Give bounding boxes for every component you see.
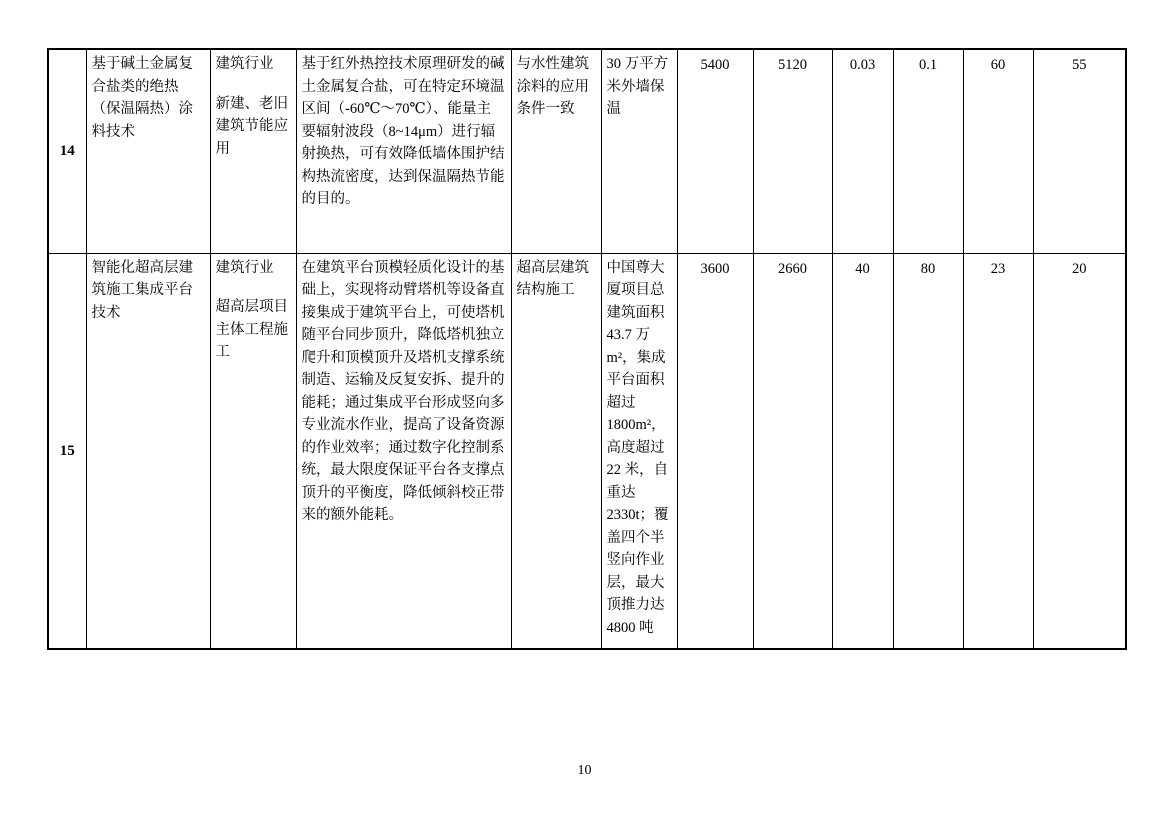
tech-name-cell: 智能化超高层建筑施工集成平台技术	[86, 253, 210, 649]
industry-scope: 超高层项目主体工程施工	[215, 299, 288, 360]
case-cell: 中国尊大厦项目总建筑面积 43.7 万m²，集成平台面积超过 1800m²，高度超过 22 米，自重达 2330t；覆盖四个半竖向作业层，最大顶推力达 4800 吨	[601, 253, 677, 649]
description-cell: 基于红外热控技术原理研发的碱土金属复合盐，可在特定环境温区间（-60℃～70℃）、能量主要辐射波段（8~14μm）进行辐射换热，可有效降低墙体围护结构热流密度，达到保温隔热节能的目的。	[296, 49, 511, 253]
tech-name-cell: 基于碱土金属复合盐类的绝热（保温隔热）涂料技术	[86, 49, 210, 253]
industry-sector: 建筑行业	[215, 259, 274, 276]
value-cell: 23	[963, 253, 1033, 649]
description-cell: 在建筑平台顶模轻质化设计的基础上，实现将动臂塔机等设备直接集成于建筑平台上，可使塔机随平台同步顶升，降低塔机独立爬升和顶模顶升及塔机支撑系统制造、运输及反复安拆、提升的能耗；通过集成平台形成竖向多专业流水作业，提高了设备资源的作业效率；通过数字化控制系统，最大限度保证平台各支撑点顶升的平衡度，降低倾斜校正带来的额外能耗。	[296, 253, 511, 649]
value-cell: 60	[963, 49, 1033, 253]
value-cell: 0.03	[832, 49, 893, 253]
industry-sector: 建筑行业	[215, 56, 274, 72]
value-cell: 2660	[753, 253, 832, 649]
row-index-cell: 14	[48, 49, 86, 253]
value-cell: 5120	[753, 49, 832, 253]
value-cell: 5400	[677, 49, 753, 253]
industry-scope: 新建、老旧建筑节能应用	[215, 95, 288, 157]
row-index-cell: 15	[48, 253, 86, 649]
condition-cell: 超高层建筑结构施工	[511, 253, 601, 649]
value-cell: 40	[832, 253, 893, 649]
value-cell: 0.1	[893, 49, 963, 253]
industry-cell	[210, 253, 296, 649]
table-row	[48, 49, 1126, 253]
industry-cell	[210, 49, 296, 253]
technology-table	[47, 48, 1127, 650]
page-number: 10	[577, 763, 592, 778]
table-row	[48, 253, 1126, 649]
value-cell: 3600	[677, 253, 753, 649]
value-cell: 55	[1033, 49, 1126, 253]
condition-cell: 与水性建筑涂料的应用条件一致	[511, 49, 601, 253]
value-cell: 20	[1033, 253, 1126, 649]
case-cell: 30 万平方米外墙保温	[601, 49, 677, 253]
value-cell: 80	[893, 253, 963, 649]
